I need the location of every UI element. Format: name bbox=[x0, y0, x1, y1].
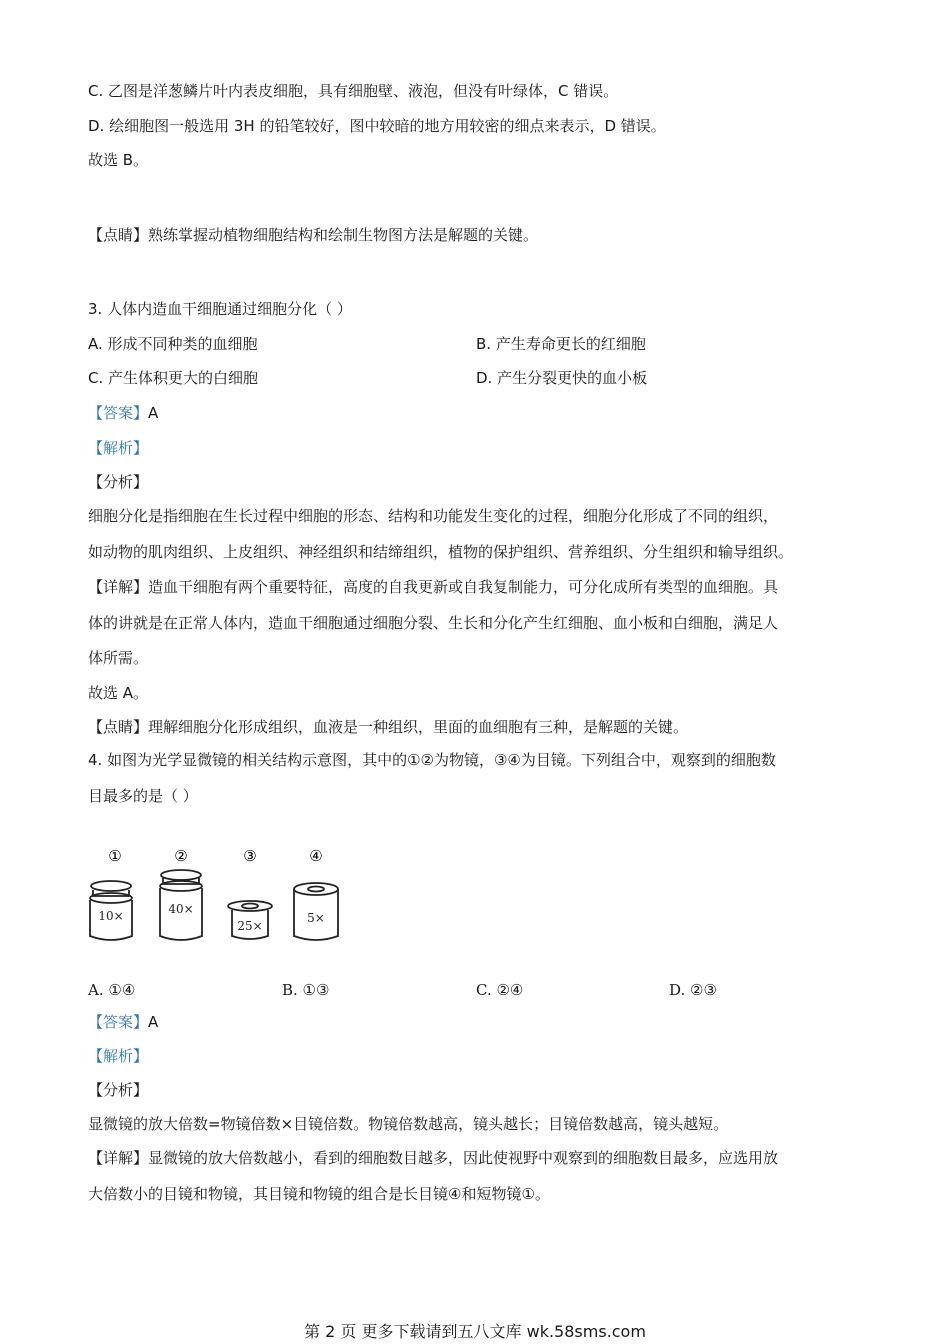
answer-value: A bbox=[148, 1013, 159, 1031]
eyepiece-lens-5x bbox=[294, 883, 338, 940]
q4-xiangjie: 【详解】显微镜的放大倍数越小，看到的细胞数目越多，因此使视野中观察到的细胞数目最多，应选用放 bbox=[88, 1149, 779, 1167]
lens-label-3: ③ bbox=[243, 847, 257, 865]
q4-stem: 4. 如图为光学显微镜的相关结构示意图，其中的①②为物镜，③④为目镜。下列组合中，观察到的细胞数 bbox=[88, 751, 776, 769]
text-line: C. 乙图是洋葱鳞片叶内表皮细胞，具有细胞壁、液泡，但没有叶绿体，C 错误。 bbox=[88, 82, 619, 100]
q4-option-b: B. ①③ bbox=[282, 981, 330, 999]
q3-option-d: D. 产生分裂更快的血小板 bbox=[476, 369, 648, 387]
q3-jiexi: 【解析】 bbox=[88, 439, 149, 457]
q4-option-c: C. ②④ bbox=[476, 981, 524, 999]
q4-xiangjie: 大倍数小的目镜和物镜，其目镜和物镜的组合是长目镜④和短物镜①。 bbox=[88, 1185, 550, 1203]
q4-stem: 目最多的是（ ） bbox=[88, 787, 198, 805]
dianjing-line: 【点睛】熟练掌握动植物细胞结构和绘制生物图方法是解题的关键。 bbox=[88, 226, 539, 244]
lens-label-1: ① bbox=[108, 847, 122, 865]
q4-jiexi: 【解析】 bbox=[88, 1047, 149, 1065]
mag-label: 25× bbox=[237, 919, 263, 933]
q4-fenxi: 【分析】 bbox=[88, 1081, 149, 1099]
eyepiece-lens-25x bbox=[228, 901, 272, 939]
q3-xiangjie: 体的讲就是在正常人体内，造血干细胞通过细胞分裂、生长和分化产生红细胞、血小板和白细胞，满足人 bbox=[88, 614, 779, 632]
q3-option-b: B. 产生寿命更长的红细胞 bbox=[476, 335, 646, 353]
q3-option-a: A. 形成不同种类的血细胞 bbox=[88, 335, 258, 353]
q3-fenxi-text: 细胞分化是指细胞在生长过程中细胞的形态、结构和功能发生变化的过程，细胞分化形成了不同的组织， bbox=[88, 507, 779, 525]
q4-fenxi-text: 显微镜的放大倍数=物镜倍数×目镜倍数。物镜倍数越高，镜头越长；目镜倍数越高，镜头越短。 bbox=[88, 1115, 729, 1133]
lens-label-4: ④ bbox=[309, 847, 323, 865]
q4-answer bbox=[88, 1012, 158, 1032]
answer-tag: 【答案】 bbox=[88, 404, 149, 422]
microscope-lens-figure bbox=[84, 840, 364, 950]
objective-lens-40x bbox=[160, 870, 202, 940]
q3-xiangjie: 【详解】造血干细胞有两个重要特征，高度的自我更新或自我复制能力，可分化成所有类型的血细胞。具 bbox=[88, 578, 779, 596]
q4-option-d: D. ②③ bbox=[669, 981, 717, 999]
mag-label: 40× bbox=[168, 902, 194, 916]
objective-lens-10x bbox=[90, 881, 132, 940]
q3-choose: 故选 A。 bbox=[88, 684, 149, 702]
q3-fenxi: 【分析】 bbox=[88, 473, 149, 491]
text-line: 故选 B。 bbox=[88, 151, 149, 169]
text-line: D. 绘细胞图一般选用 3H 的铅笔较好，图中较暗的地方用较密的细点来表示，D 错误。 bbox=[88, 117, 666, 135]
q3-dianjing: 【点睛】理解细胞分化形成组织，血液是一种组织，里面的血细胞有三种，是解题的关键。 bbox=[88, 718, 689, 736]
lens-label-2: ② bbox=[174, 847, 188, 865]
q4-option-a: A. ①④ bbox=[88, 981, 136, 999]
q3-option-c: C. 产生体积更大的白细胞 bbox=[88, 369, 259, 387]
q3-xiangjie: 体所需。 bbox=[88, 649, 149, 667]
q3-fenxi-text: 如动物的肌肉组织、上皮组织、神经组织和结缔组织，植物的保护组织、营养组织、分生组织和输导组织。 bbox=[88, 543, 794, 561]
page-footer: 第 2 页 更多下载请到五八文库 wk.58sms.com bbox=[304, 1322, 646, 1341]
q3-stem: 3. 人体内造血干细胞通过细胞分化（ ） bbox=[88, 300, 352, 318]
answer-value: A bbox=[148, 404, 159, 422]
mag-label: 10× bbox=[98, 909, 124, 923]
mag-label: 5× bbox=[307, 911, 325, 925]
answer-tag: 【答案】 bbox=[88, 1013, 149, 1031]
q3-answer bbox=[88, 403, 158, 423]
